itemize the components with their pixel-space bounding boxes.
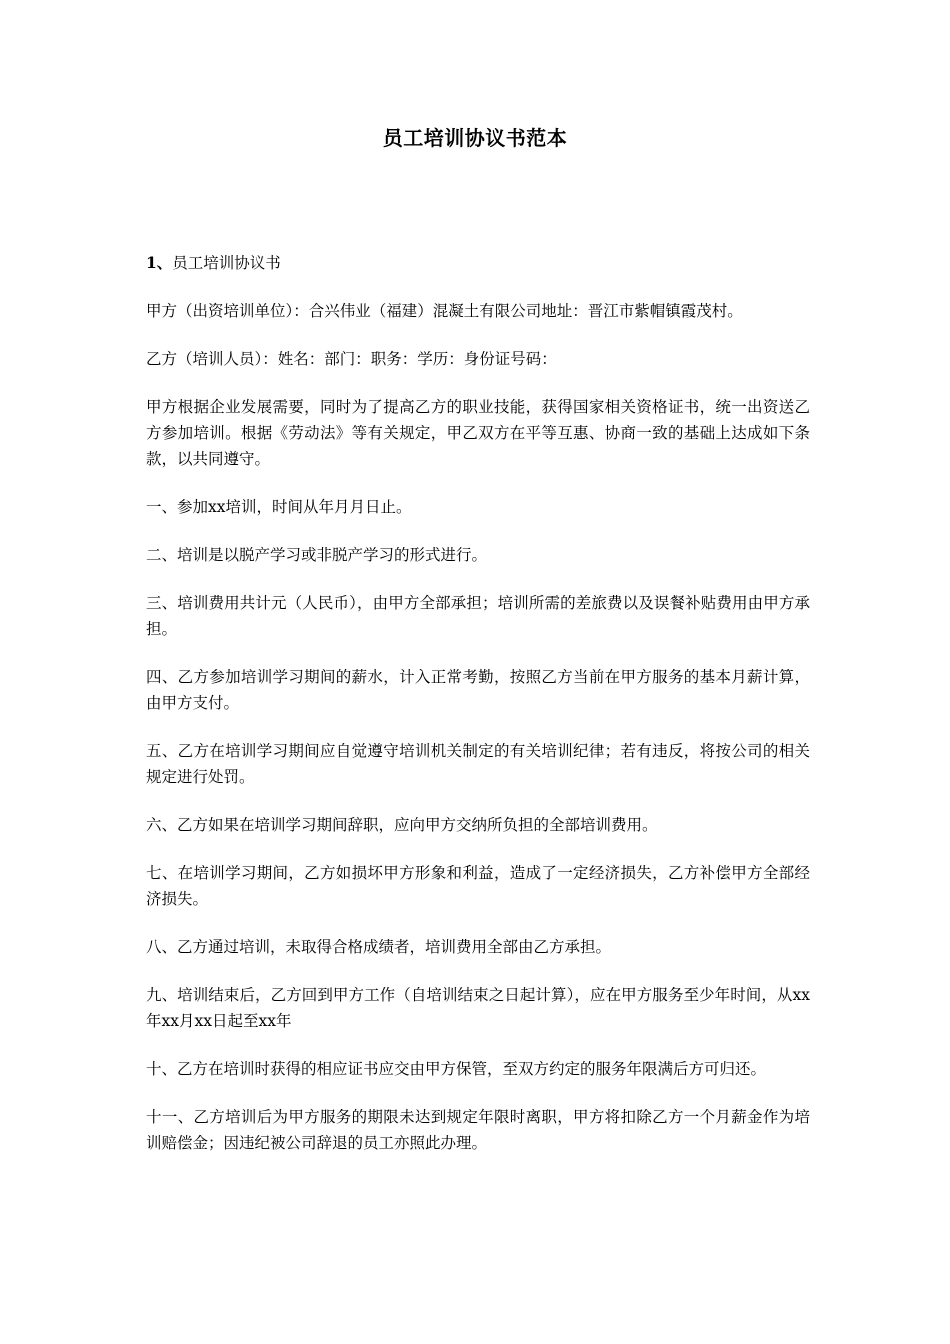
clause-2: 二、培训是以脱产学习或非脱产学习的形式进行。: [146, 546, 488, 564]
section-heading: [146, 250, 810, 276]
document-body: [146, 250, 810, 1178]
party-a-paragraph: 甲方（出资培训单位）：合兴伟业（福建）混凝土有限公司地址：晋江市紫帽镇霞茂村。: [146, 302, 743, 320]
clause-4: 四、乙方参加培训学习期间的薪水，计入正常考勤，按照乙方当前在甲方服务的基本月薪计算，由甲方支付。: [146, 668, 810, 712]
section-number: 1、: [146, 253, 173, 272]
section-heading-text: 员工培训协议书: [172, 254, 281, 272]
clause-3: 三、培训费用共计元（人民币），由甲方全部承担；培训所需的差旅费以及误餐补贴费用由甲方承担。: [146, 594, 810, 638]
clause-10: 十、乙方在培训时获得的相应证书应交由甲方保管，至双方约定的服务年限满后方可归还。: [146, 1060, 767, 1078]
document-title: 员工培训协议书范本: [382, 126, 568, 150]
clause-7: 七、在培训学习期间，乙方如损坏甲方形象和利益，造成了一定经济损失，乙方补偿甲方全部经济损失。: [146, 864, 810, 908]
clause-8: 八、乙方通过培训，未取得合格成绩者，培训费用全部由乙方承担。: [146, 938, 612, 956]
clause-11: 十一、乙方培训后为甲方服务的期限未达到规定年限时离职，甲方将扣除乙方一个月薪金作为培训赔偿金；因违纪被公司辞退的员工亦照此办理。: [146, 1108, 810, 1152]
clause-9: 九、培训结束后，乙方回到甲方工作（自培训结束之日起计算），应在甲方服务至少年时间，从xx年xx月xx日起至xx年: [146, 986, 810, 1030]
clause-6: 六、乙方如果在培训学习期间辞职，应向甲方交纳所负担的全部培训费用。: [146, 816, 658, 834]
clause-5: 五、乙方在培训学习期间应自觉遵守培训机关制定的有关培训纪律；若有违反，将按公司的相关规定进行处罚。: [146, 742, 810, 786]
clause-1: 一、参加xx培训，时间从年月月日止。: [146, 498, 412, 516]
party-b-paragraph: 乙方（培训人员）：姓名：部门：职务：学历：身份证号码：: [146, 350, 557, 368]
preamble-paragraph: 甲方根据企业发展需要，同时为了提高乙方的职业技能，获得国家相关资格证书，统一出资送乙方参加培训。根据《劳动法》等有关规定，甲乙双方在平等互惠、协商一致的基础上达成如下条款，以共同遵守。: [146, 398, 810, 468]
